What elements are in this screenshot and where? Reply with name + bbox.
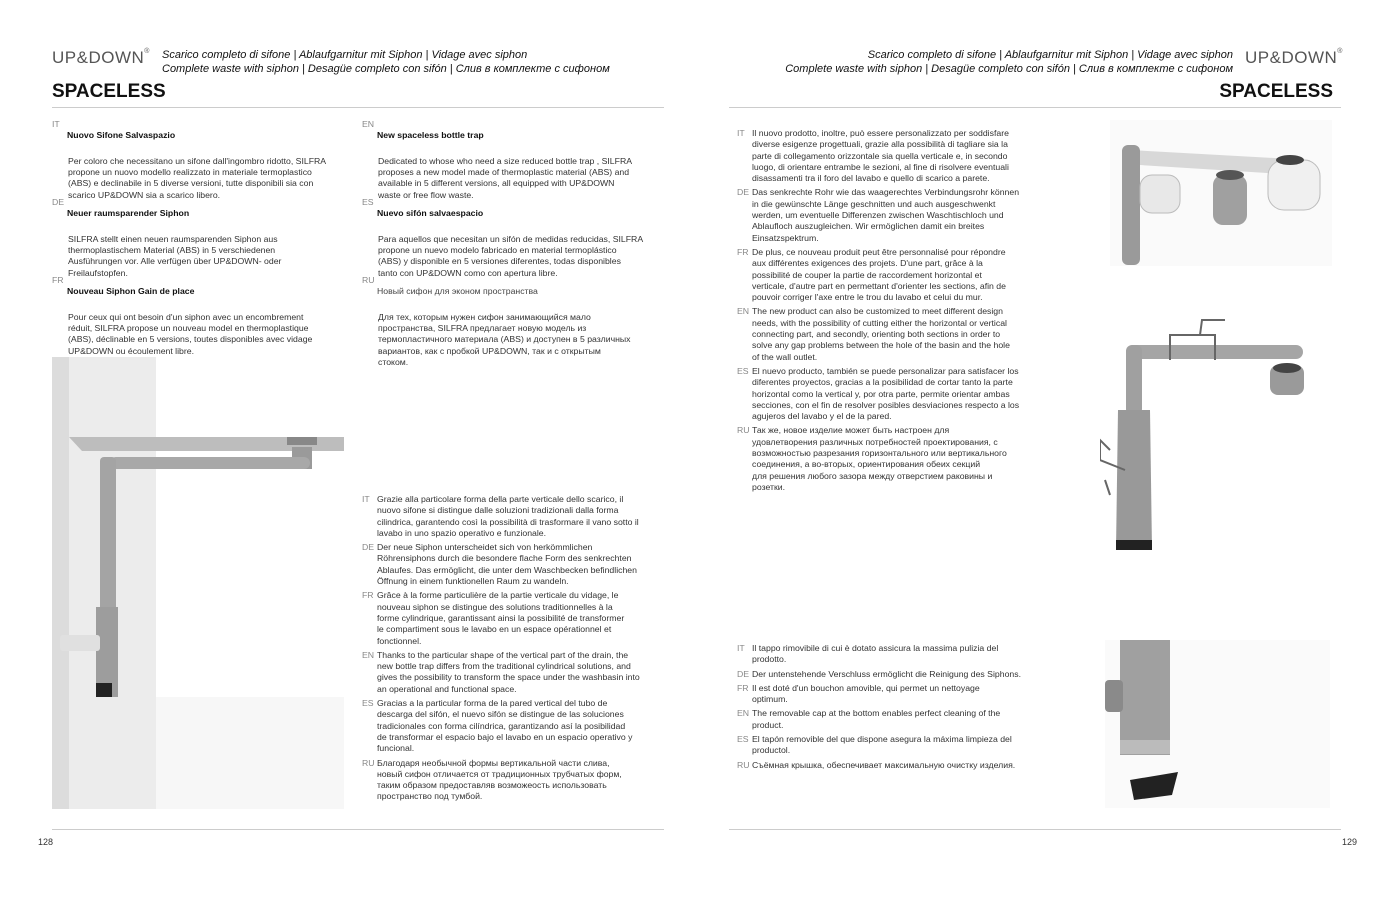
section-text: Dedicated to whose who need a size reduced bottle trap , SILFRA proposes a new model made of thermoplastic material (ABS) and available in 5 different versions, all equipped with UP&DOWN waste or free flow waste. [378, 155, 633, 200]
paragraph-ru [737, 760, 1047, 771]
paragraph-text: Grâce à la forme particulière de la partie verticale du vidage, le nouveau siphon se distingue des solutions traditionnelles à la forme cylindrique, garantissant ainsi la possibilité de transformer le compartiment sous le lavabo en un espace opérationnel et fonctionnel. [377, 590, 625, 646]
paragraph-text: De plus, ce nouveau produit peut être personnalisé pour répondre aux différentes exigences des projets. D'une part, grâce à la possibilité de couper la partie de raccordement horizontal et verticale, d'autre part en permettant d'orienter les sections, afin de pouvoir corriger l'axe entre le trou du lavabo et celui du mur. [752, 246, 1006, 303]
language-code: IT [362, 494, 370, 504]
paragraph-text: Thanks to the particular shape of the vertical part of the drain, the new bottle trap differs from the traditional cylindrical solutions, and gives the possibility to transform the space under the washbasin into an operational and functional space. [377, 649, 640, 694]
paragraph-de [362, 542, 672, 587]
paragraph-text: The new product can also be customized to meet different design needs, with the possibility of cutting either the horizontal or vertical connecting part, and secondly, orienting both sections in order to solve any gap problems between the hole of the basin and the hole of the wall outlet. [752, 306, 1010, 362]
registered-mark: ® [1337, 48, 1343, 55]
section-text: SILFRA stellt einen neuen raumsparenden Siphon aus thermoplastischem Material (ABS) in 5 verschiedenen Ausführungen vor. Alle verfügen über UP&DOWN- oder Freilaufstopfen. [68, 233, 282, 278]
paragraph-es [737, 734, 1047, 757]
paragraph-text: Il tappo rimovibile di cui è dotato assicura la massima pulizia del prodotto. [752, 643, 999, 665]
siphon-installation-image [52, 357, 344, 809]
paragraph-text: Der neue Siphon unterscheidet sich von herkömmlichen Röhrensiphons durch die besondere flache Form des senkrechten Ablaufes. Das ermöglicht, die unter dem Waschbecken befindlichen Öffnung in einem funktionellen Raum zu wandeln. [377, 542, 637, 587]
paragraph-text: Il nuovo prodotto, inoltre, può essere personalizzato per soddisfare diverse esigenze progettuali, grazie alla possibilità di tagliare sia la parte di collegamento orizzontale sia quella verticale e, in secondo luogo, di orientare entrambe le sezioni, al fine di risolvere eventuali disassamenti tra il foro del lavabo e quello di scarico a parete. [752, 128, 1009, 184]
page-title-right: SPACELESS [1219, 81, 1333, 102]
brand-logo-right [1245, 48, 1343, 68]
language-code: EN [362, 119, 375, 129]
paragraph-text: Gracias a la particular forma de la pared vertical del tubo de descarga del sifón, el nuevo sifón se distingue de las soluciones tradicionales con forma cilíndrica, garantizando así la posibilidad de transformar el espacio bajo el lavabo en un espacio operativo y funcional. [377, 698, 633, 754]
paragraph-en [362, 650, 672, 695]
language-code: RU [737, 759, 750, 770]
paragraph-de [737, 669, 1047, 680]
brand-logo [52, 48, 150, 68]
section-heading: Nuovo Sifone Salvaspazio [67, 130, 176, 141]
section-text: Pour ceux qui ont besoin d'un siphon avec un encombrement réduit, SILFRA propose un nouveau model en thermoplastique (ABS), déclinable en 5 versions, toutes disponibles avec vidage UP&DOWN ou écoulement libre. [68, 311, 313, 356]
language-code: RU [362, 275, 375, 285]
section-text: Para aquellos que necesitan un sifón de medidas reducidas, SILFRA propone un nuevo modelo fabricado en material termoplástico (ABS) y disponible en 5 versiones diferentes, todas disponibles tanto con UP&DOWN como con apertura libre. [378, 233, 644, 278]
paragraph-text: Благодаря необычной формы вертикальной части слива, новый сифон отличается от традиционных трубчатых форм, таким образом предоставляв возможеость использовать пространство под тумбой. [377, 757, 622, 802]
intro-block-es [362, 197, 672, 279]
language-code: ES [737, 365, 749, 376]
paragraph-es [362, 698, 672, 754]
page-title: SPACELESS [52, 81, 166, 102]
language-code: IT [52, 119, 60, 129]
section-heading: Neuer raumsparender Siphon [67, 208, 190, 219]
language-code: FR [362, 590, 374, 601]
paragraph-fr [737, 683, 1047, 706]
page-subtitle-right: Scarico completo di sifone | Ablaufgarnitur mit Siphon | Vidage avec siphon Complete waste with siphon | Desagüe completo con sifón | Слив в комплекте с сифоном [785, 49, 1233, 75]
section-heading: New spaceless bottle trap [377, 130, 484, 141]
header-divider [52, 107, 664, 108]
language-code: DE [52, 197, 65, 207]
language-code: RU [362, 757, 375, 768]
language-code: EN [737, 306, 750, 317]
language-code: RU [737, 425, 750, 436]
paragraph-text: Das senkrechte Rohr wie das waagerechtes Verbindungsrohr können in die gewünschte Länge geschnitten und auch ausgeschwenkt werden, um eventuelle Differenzen zwischen Waschtischloch und Ablaufloch auszugleichen. Wir ermöglichen damit ein breites Einsatzspektrum. [752, 187, 1020, 243]
paragraph-de [737, 187, 1047, 243]
intro-block-de [52, 197, 362, 279]
language-code: IT [737, 128, 745, 138]
paragraph-ru [737, 425, 1047, 493]
language-code: DE [362, 542, 375, 553]
footer-divider [52, 829, 664, 830]
intro-block-fr [52, 275, 362, 357]
paragraph-text: El nuevo producto, también se puede personalizar para satisfacer los diferentes proyectos, gracias a la posibilidad de cortar tanto la parte horizontal como la vertical y, por otra parte, permite orientar ambas secciones, con el fin de resolver posibles desviaciones respecto a los agujeros del lavabo y el de la pared. [752, 365, 1020, 422]
section-heading: Nuevo sifón salvaespacio [377, 208, 484, 219]
paragraph-es [737, 366, 1047, 422]
siphon-adjustable-image [1100, 300, 1332, 552]
language-code: FR [737, 682, 749, 693]
paragraph-it [737, 643, 1047, 666]
paragraph-en [737, 708, 1047, 731]
language-code: DE [737, 668, 750, 679]
siphon-top-image [1100, 120, 1332, 266]
language-code: FR [52, 275, 64, 285]
language-code: ES [362, 197, 374, 207]
paragraph-text: Grazie alla particolare forma della parte verticale dello scarico, il nuovo sifone si distingue dalle soluzioni tradizionali dalla forma cilindrica, garantendo così la possibilità di trasformare il vano sotto il lavabo in uno spazio operativo e funzionale. [377, 494, 639, 538]
section-text: Для тех, которым нужен сифон занимающийся мало пространства, SILFRA предлагает новую модель из термопластичного материала (ABS) и доступен в 5 различных вариантов, как с пробкой UP&DOWN, так и с открытым стоком. [378, 311, 631, 368]
paragraph-it [737, 128, 1047, 184]
section-text: Per coloro che necessitano un sifone dall'ingombro ridotto, SILFRA propone un nuovo modello realizzato in materiale termoplastico (ABS) e declinabile in 5 diverse versioni, tutte disponibili sia con scarico UP&DOWN sia a scarico libero. [68, 155, 327, 200]
paragraph-it [362, 494, 672, 539]
paragraph-text: The removable cap at the bottom enables perfect cleaning of the product. [752, 708, 1001, 730]
language-code: IT [737, 643, 745, 653]
header-divider-right [729, 107, 1341, 108]
brand-text: UP&DOWN [1245, 48, 1338, 67]
registered-mark: ® [144, 48, 150, 55]
page-subtitle: Scarico completo di sifone | Ablaufgarnitur mit Siphon | Vidage avec siphon Complete waste with siphon | Desagüe completo con sifón | Слив в комплекте с сифоном [162, 49, 610, 75]
language-code: ES [737, 734, 749, 745]
page-number-left: 128 [38, 837, 54, 847]
language-code: DE [737, 187, 750, 198]
intro-block-en [362, 119, 672, 201]
language-code: EN [362, 649, 375, 660]
removable-cap-image [1100, 640, 1332, 808]
paragraph-text: Так же, новое изделие может быть настроен для удовлетворения различных потребностей проектирования, с возможностью разрезания горизонтального или вертикального соединения, а во-вторых, ориентирования обеих секций для решения любого зазора между отверстием раковины и розетки. [752, 425, 1007, 492]
section-heading: Nouveau Siphon Gain de place [67, 286, 195, 297]
paragraph-ru [362, 758, 672, 803]
paragraph-en [737, 306, 1047, 362]
paragraph-text: Il est doté d'un bouchon amovible, qui permet un nettoyage optimum. [752, 682, 980, 705]
footer-divider-right [729, 829, 1341, 830]
paragraph-text: Съёмная крышка, обеспечивает максимальную очистку изделия. [752, 759, 1016, 770]
paragraph-fr [362, 590, 672, 646]
intro-block-ru [362, 275, 672, 368]
brand-text: UP&DOWN [52, 48, 145, 67]
section-heading: Новый сифон для эконом пространства [377, 286, 538, 297]
language-code: FR [737, 246, 749, 257]
paragraph-fr [737, 247, 1047, 303]
language-code: ES [362, 698, 374, 709]
page-number-right: 129 [1342, 837, 1358, 847]
intro-block-it [52, 119, 362, 201]
language-code: EN [737, 708, 750, 719]
paragraph-text: Der untenstehende Verschluss ermöglicht die Reinigung des Siphons. [752, 668, 1021, 679]
paragraph-text: El tapón removible del que dispone asegura la máxima limpieza del productol. [752, 734, 1012, 756]
